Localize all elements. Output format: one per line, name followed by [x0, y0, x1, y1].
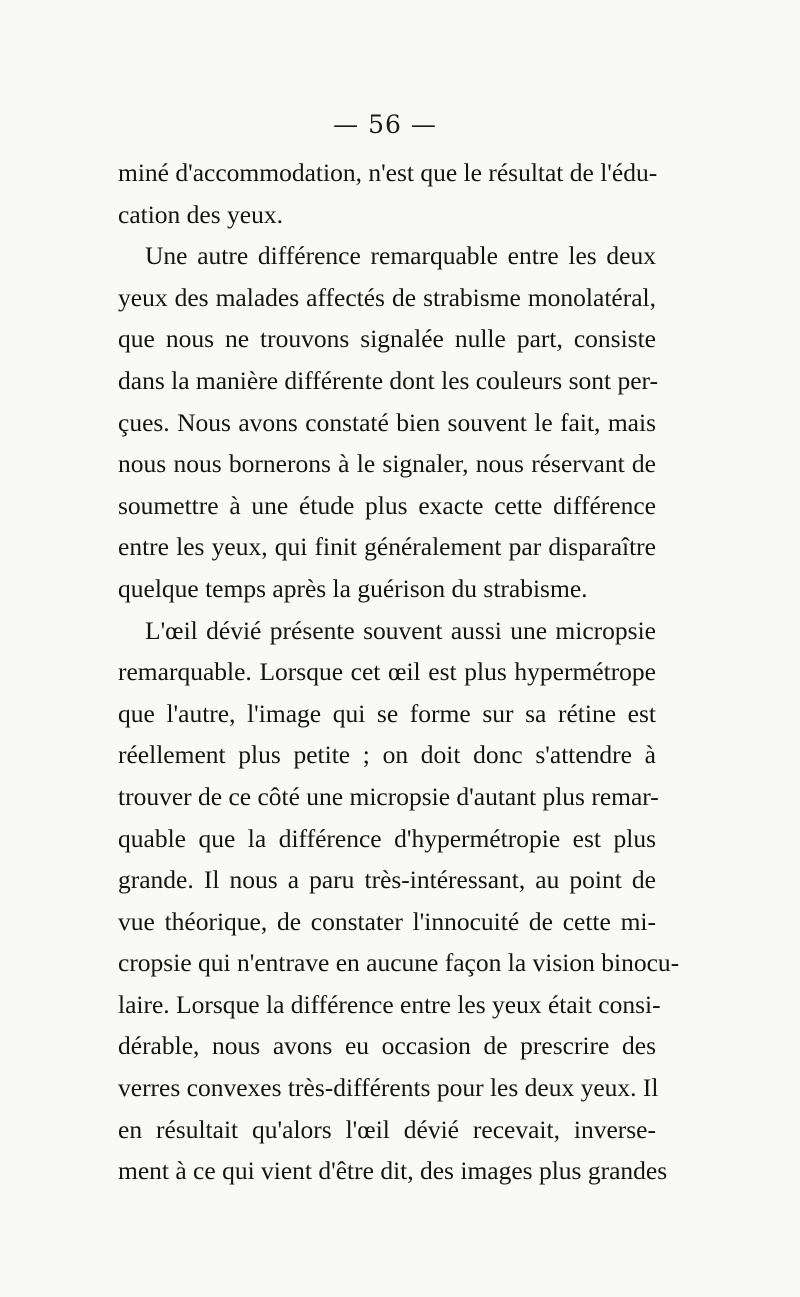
text-line: yeux des malades affectés de strabisme monolatéral, [118, 282, 656, 312]
text-line: vue théorique, de constater l'innocuité de cette mi- [118, 906, 656, 936]
text-line: grande. Il nous a paru très-intéressant, au point de [118, 865, 656, 895]
text-line: dans la manière différente dont les couleurs sont per- [118, 365, 658, 395]
text-line: remarquable. Lorsque cet œil est plus hypermétrope [118, 657, 656, 687]
text-line: L'œil dévié présente souvent aussi une micropsie [145, 615, 656, 645]
text-line: laire. Lorsque la différence entre les yeux était consi- [118, 989, 661, 1019]
text-line: ment à ce qui vient d'être dit, des images plus grandes [118, 1156, 668, 1186]
text-line: que l'autre, l'image qui se forme sur sa rétine est [118, 698, 656, 728]
text-line: cation des yeux. [118, 199, 283, 229]
text-line: cropsie qui n'entrave en aucune façon la vision binocu- [118, 948, 680, 978]
body-text [118, 152, 680, 1192]
text-line: soumettre à une étude plus exacte cette différence [118, 490, 656, 520]
text-line: Une autre différence remarquable entre les deux [145, 241, 656, 271]
text-line: çues. Nous avons constaté bien souvent le fait, mais [118, 407, 656, 437]
text-line: entre les yeux, qui finit généralement par disparaître [118, 532, 656, 562]
text-line: quelque temps après la guérison du strabisme. [118, 573, 588, 603]
text-line: dérable, nous avons eu occasion de prescrire des [118, 1031, 656, 1061]
text-line: trouver de ce côté une micropsie d'autant plus remar- [118, 781, 659, 811]
text-line: nous nous bornerons à le signaler, nous réservant de [118, 449, 656, 479]
text-line: réellement plus petite ; on doit donc s'attendre à [118, 740, 656, 770]
page-number: — 56 — [333, 110, 437, 139]
text-line: quable que la différence d'hypermétropie est plus [118, 823, 656, 853]
text-line: que nous ne trouvons signalée nulle part, consiste [118, 324, 656, 354]
text-line: en résultait qu'alors l'œil dévié recevait, inverse- [118, 1114, 656, 1144]
text-line: verres convexes très-différents pour les deux yeux. Il [118, 1073, 659, 1103]
text-line: miné d'accommodation, n'est que le résultat de l'édu- [118, 158, 658, 187]
